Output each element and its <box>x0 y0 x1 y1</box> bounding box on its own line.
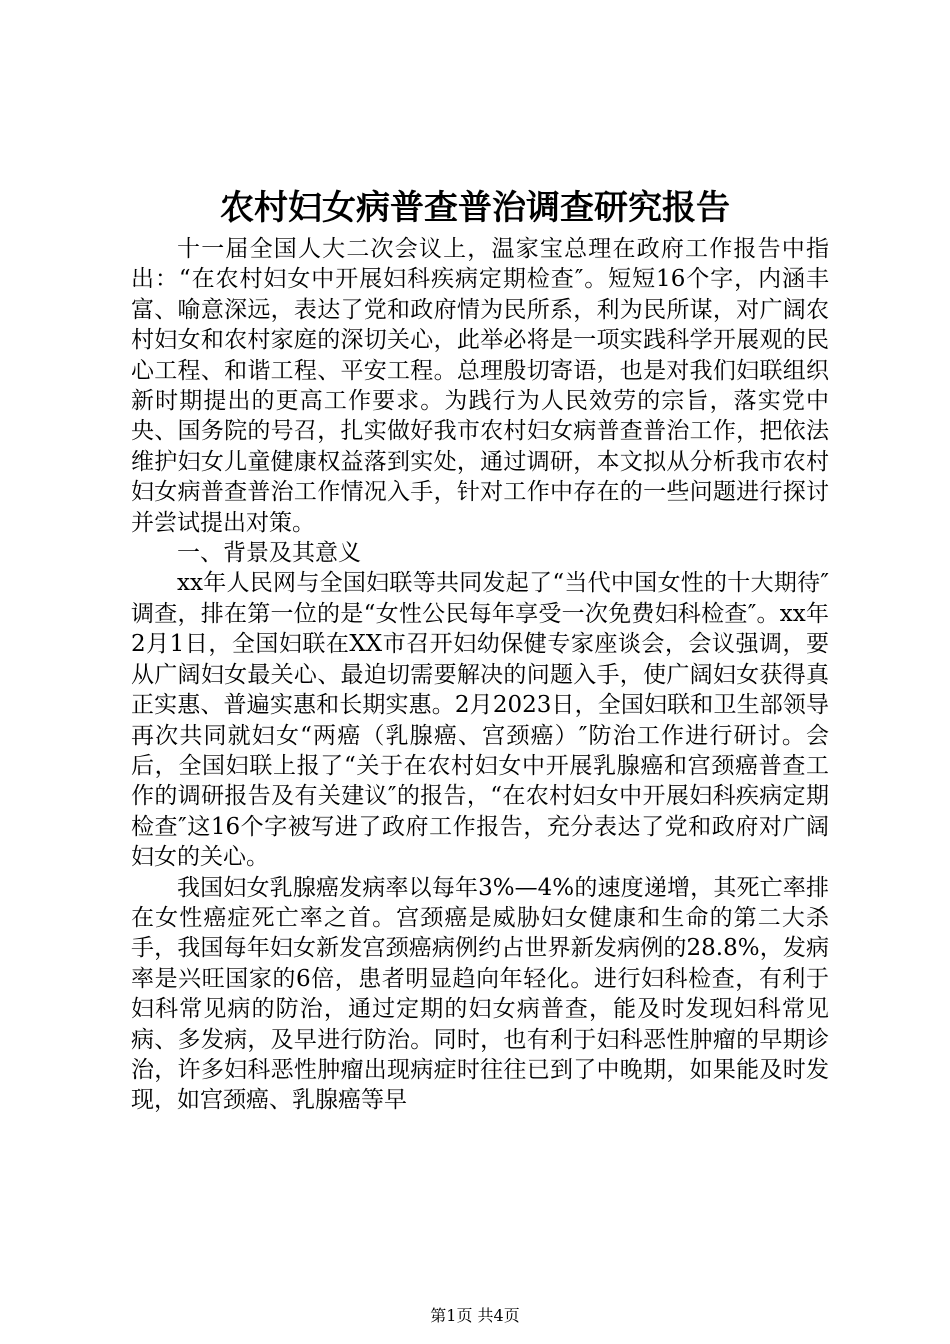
page-footer: 第1页 共4页 <box>430 1306 520 1325</box>
paragraph-background: xx年人民网与全国妇联等共同发起了“当代中国女性的十大期待″调查，排在第一位的是“女性公民每年享受一次免费妇科检查″。xx年2月1日，全国妇联在XX市召开妇幼保健专家座谈会，会议强调，要从广阔妇女最关心、最迫切需要解决的问题入手，使广阔妇女获得真正实惠、普遍实惠和长期实惠。2月2023日，全国妇联和卫生部领导再次共同就妇女“两癌（乳腺癌、宫颈癌）″防治工作进行研讨。会后，全国妇联上报了“关于在农村妇女中开展乳腺癌和宫颈癌普查工作的调研报告及有关建议″的报告，“在农村妇女中开展妇科疾病定期检查″这16个字被写进了政府工作报告，充分表达了党和政府对广阔妇女的关心。 <box>131 570 829 871</box>
paragraph-significance: 我国妇女乳腺癌发病率以每年3%—4%的速度递增，其死亡率排在女性癌症死亡率之首。宫颈癌是威胁妇女健康和生命的第二大杀手，我国每年妇女新发宫颈癌病例约占世界新发病例的28.8%，发病率是兴旺国家的6倍，患者明显趋向年轻化。进行妇科检查，有利于妇科常见病的防治，通过定期的妇女病普查，能及时发现妇科常见病、多发病，及早进行防治。同时，也有利于妇科恶性肿瘤的早期诊治，许多妇科恶性肿瘤出现病症时往往已到了中晚期，如果能及时发现，如宫颈癌、乳腺癌等早 <box>131 874 829 1114</box>
paragraph-intro: 十一届全国人大二次会议上，温家宝总理在政府工作报告中指出：“在农村妇女中开展妇科疾病定期检查″。短短16个字，内涵丰富、喻意深远，表达了党和政府情为民所系，利为民所谋，对广阔农村妇女和农村家庭的深切关心，此举必将是一项实践科学开展观的民心工程、和谐工程、平安工程。总理殷切寄语，也是对我们妇联组织新时期提出的更高工作要求。为践行为人民效劳的宗旨，落实党中央、国务院的号召，扎实做好我市农村妇女病普查普治工作，把依法维护妇女儿童健康权益落到实处，通过调研，本文拟从分析我市农村妇女病普查普治工作情况入手，针对工作中存在的一些问题进行探讨并尝试提出对策。 <box>131 236 829 536</box>
section-heading-background: 一、背景及其意义 <box>177 540 361 567</box>
document-title: 农村妇女病普查普治调查研究报告 <box>220 188 730 228</box>
document-body <box>131 234 829 1116</box>
